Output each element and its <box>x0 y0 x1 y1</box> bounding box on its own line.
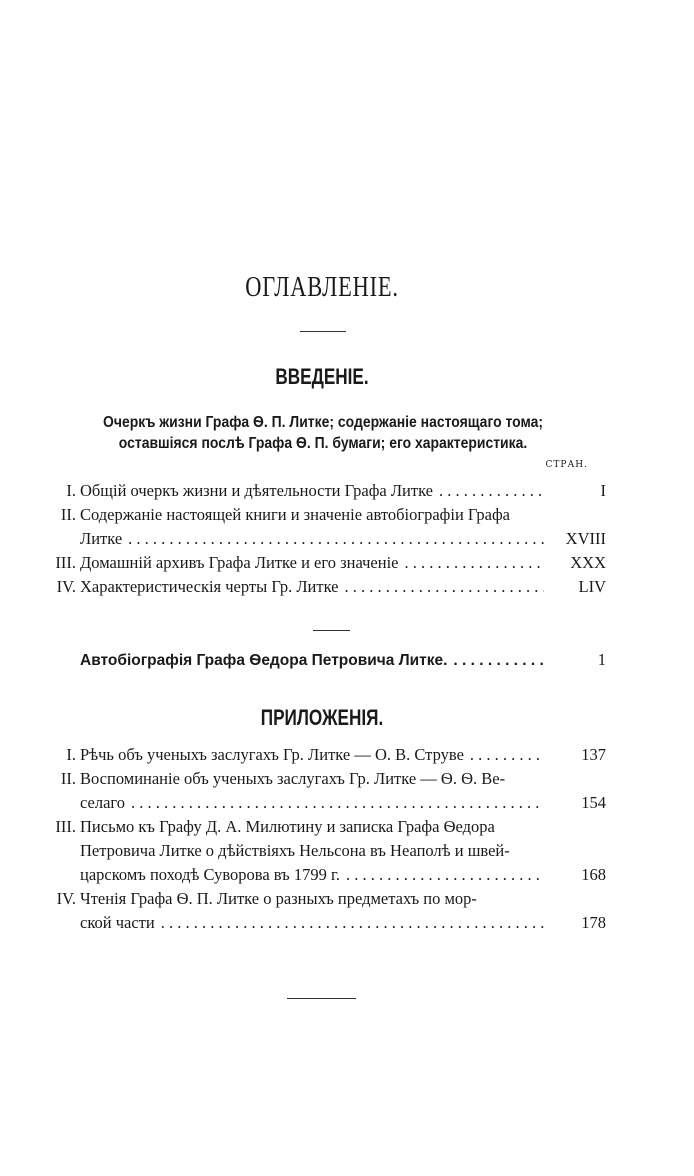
dot-leader <box>131 791 544 815</box>
entry-text: Петровича Литке о дѣйствіяхъ Нельсона въ Неаполѣ и швей- <box>80 841 510 860</box>
entry-number: IV. <box>56 889 76 908</box>
entry-number: I. <box>66 745 76 764</box>
entry-text: Домашній архивъ Графа Литке и его значеніе <box>80 553 399 572</box>
toc-entry-line <box>40 743 606 767</box>
dot-leader <box>405 551 545 575</box>
toc-entry-line <box>40 503 606 527</box>
dot-leader <box>470 743 544 767</box>
entry-number: III. <box>55 817 76 836</box>
divider <box>313 630 350 631</box>
dot-leader <box>128 527 544 551</box>
divider <box>287 998 356 999</box>
toc-entry-line <box>40 575 606 599</box>
toc-entry <box>40 479 606 503</box>
toc-entry-line <box>40 479 606 503</box>
appendices-heading: ПРИЛОЖЕНІЯ. <box>260 705 384 730</box>
dot-leader <box>345 575 545 599</box>
toc-entry <box>40 815 606 887</box>
entry-number: I. <box>66 481 76 500</box>
entry-text: Содержаніе настоящей книги и значеніе автобіографіи Графа <box>80 505 510 524</box>
entry-page: XXX <box>570 553 606 572</box>
toc-entry <box>40 551 606 575</box>
toc-entry-line <box>40 815 606 839</box>
toc-entry-line <box>40 863 606 887</box>
entry-text: Письмо къ Графу Д. А. Милютину и записка Графа Ѳедора <box>80 817 495 836</box>
entry-text: царскомъ походѣ Суворова въ 1799 г. <box>80 865 340 884</box>
entry-page: 168 <box>581 865 606 884</box>
introduction-heading: ВВЕДЕНІЕ. <box>275 364 369 389</box>
toc-entry-line <box>40 767 606 791</box>
entry-text: ской части <box>80 913 155 932</box>
dot-leader <box>453 652 544 670</box>
entry-text: селаго <box>80 793 126 812</box>
toc-entry-line <box>40 551 606 575</box>
entry-number: II. <box>60 505 76 524</box>
entry-page: 137 <box>581 745 606 764</box>
toc-entry <box>40 575 606 599</box>
introduction-subtitle <box>89 412 557 454</box>
toc-entry-line <box>40 527 606 551</box>
entry-page: LIV <box>578 577 606 596</box>
appendices-toc <box>40 743 606 935</box>
entry-page: XVIII <box>565 529 606 548</box>
toc-entry-line <box>40 791 606 815</box>
subtitle-line: Очеркъ жизни Графа Ѳ. П. Литке; содержаніе настоящаго тома; <box>103 414 543 431</box>
entry-text: Рѣчь объ ученыхъ заслугахъ Гр. Литке — О. В. Струве <box>80 745 464 764</box>
entry-text: Чтенія Графа Ѳ. П. Литке о разныхъ предметахъ по мор- <box>80 889 477 908</box>
subtitle-line: оставшіяся послѣ Графа Ѳ. П. бумаги; его характеристика. <box>118 435 528 452</box>
toc-entry-line <box>40 911 606 935</box>
toc-entry <box>40 503 606 551</box>
autobiography-entry <box>80 650 606 670</box>
dot-leader <box>161 911 544 935</box>
entry-number: II. <box>60 769 76 788</box>
entry-page: I <box>600 481 606 500</box>
toc-entry <box>40 743 606 767</box>
toc-entry <box>40 887 606 935</box>
divider <box>300 331 346 332</box>
page-column-label: СТРАН. <box>545 460 588 470</box>
toc-entry-line <box>40 887 606 911</box>
toc-entry <box>40 767 606 815</box>
entry-page: 178 <box>581 913 606 932</box>
entry-page: 1 <box>597 650 606 669</box>
entry-text: Общій очеркъ жизни и дѣятельности Графа Литке <box>80 481 434 500</box>
dot-leader <box>439 479 544 503</box>
entry-text: Воспоминаніе объ ученыхъ заслугахъ Гр. Литке — Ѳ. Ѳ. Ве- <box>80 769 506 788</box>
toc-entry-line <box>40 839 606 863</box>
entry-text: Литке <box>80 529 123 548</box>
entry-number: III. <box>55 553 76 572</box>
page-title: ОГЛАВЛЕНІЕ. <box>245 272 399 303</box>
entry-text: Характеристическія черты Гр. Литке <box>80 577 339 596</box>
introduction-toc <box>40 479 606 599</box>
entry-number: IV. <box>56 577 76 596</box>
entry-title: Автобіографія Графа Ѳедора Петровича Литке. <box>80 652 448 669</box>
dot-leader <box>346 863 544 887</box>
entry-page: 154 <box>581 793 606 812</box>
